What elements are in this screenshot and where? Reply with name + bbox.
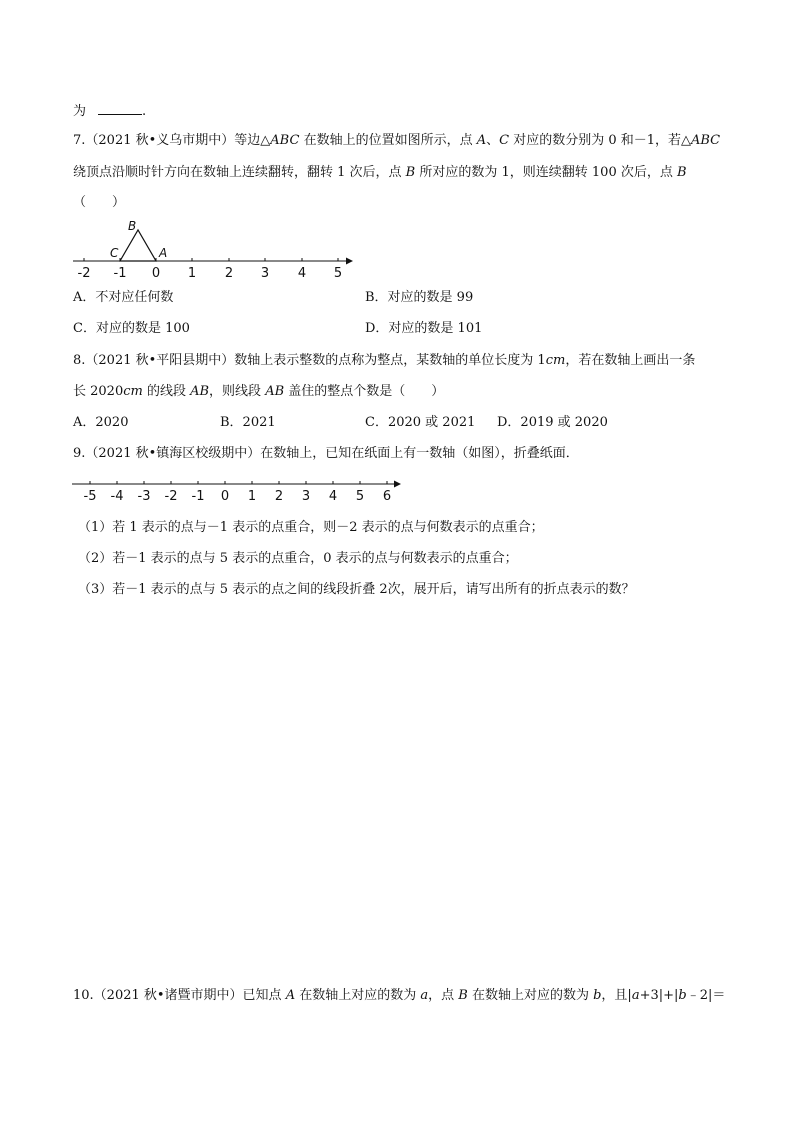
q10-line-1 bbox=[73, 987, 725, 1005]
q7-line-1 bbox=[73, 132, 720, 150]
q7-text: 7.（2021 秋•义乌市期中）等边△ bbox=[73, 133, 271, 148]
q7-text: 对应的数分别为 0 和－1，若△ bbox=[509, 133, 691, 148]
tick-label: -2 bbox=[77, 266, 91, 281]
q8-var: AB bbox=[265, 384, 285, 399]
tick-label: 5 bbox=[333, 266, 343, 281]
q8-text: 8.（2021 秋•平阳县期中）数轴上表示整数的点称为整点，某数轴的单位长度为 1 bbox=[73, 353, 546, 368]
q7-option-d: D．对应的数是 101 bbox=[365, 321, 483, 336]
q8-line-2 bbox=[73, 383, 444, 401]
q9-sub-1: （1）若 1 表示的点与－1 表示的点重合，则－2 表示的点与何数表示的点重合； bbox=[78, 520, 544, 535]
q7-var: C bbox=[499, 133, 510, 148]
q7-answer-paren: （ ） bbox=[73, 195, 126, 210]
q9-sub-2: （2）若－1 表示的点与 5 表示的点重合，0 表示的点与何数表示的点重合； bbox=[78, 551, 518, 566]
axis-arrow bbox=[346, 258, 353, 265]
label-c: C bbox=[110, 246, 119, 260]
q8-text: 盖住的整点个数是（ ） bbox=[284, 384, 445, 399]
q6-answer-line bbox=[73, 102, 146, 121]
tick-label: 3 bbox=[301, 489, 311, 504]
q10-text: 10.（2021 秋•诸暨市期中）已知点 bbox=[73, 988, 286, 1003]
q7-var: ABC bbox=[691, 133, 721, 148]
tick-label: 6 bbox=[382, 489, 392, 504]
tick-label: -4 bbox=[110, 489, 124, 504]
q7-var: B bbox=[676, 165, 687, 180]
tick-label: 1 bbox=[247, 489, 257, 504]
q10-var: a bbox=[631, 988, 640, 1003]
tick-label: 3 bbox=[260, 266, 270, 281]
q8-option-c: C．2020 或 2021 bbox=[365, 415, 476, 430]
q8-option-d: D．2019 或 2020 bbox=[497, 415, 608, 430]
tick-label: -3 bbox=[137, 489, 151, 504]
q8-text: ，若在数轴上画出一条 bbox=[565, 353, 696, 368]
q7-number-line-figure bbox=[68, 216, 368, 282]
q7-line-2 bbox=[73, 164, 687, 182]
q7-text: 绕顶点沿顺时针方向在数轴上连续翻转，翻转 1 次后，点 bbox=[73, 165, 406, 180]
q7-text: 、 bbox=[486, 133, 500, 148]
q7-option-a: A．不对应任何数 bbox=[73, 290, 174, 305]
q10-text: 在数轴上对应的数为 bbox=[467, 988, 594, 1003]
axis-arrow bbox=[394, 481, 401, 488]
tick-label: -2 bbox=[164, 489, 178, 504]
q7-line-3 bbox=[73, 194, 125, 212]
q8-var: AB bbox=[190, 384, 210, 399]
q8-option-a: A．2020 bbox=[73, 415, 129, 430]
q7-var: B bbox=[405, 165, 416, 180]
tick-label: 2 bbox=[274, 489, 284, 504]
q8-line-1 bbox=[73, 352, 695, 370]
q6-suffix: . bbox=[142, 104, 147, 119]
q10-text: ，且| bbox=[601, 988, 632, 1003]
tick-label: 2 bbox=[224, 266, 234, 281]
q7-option-c: C．对应的数是 100 bbox=[73, 321, 190, 336]
q8-option-b: B．2021 bbox=[220, 415, 276, 430]
q7-var: A bbox=[476, 133, 487, 148]
tick-label: 4 bbox=[297, 266, 307, 281]
triangle-abc bbox=[120, 230, 156, 261]
q7-text: 在数轴上的位置如图所示，点 bbox=[299, 133, 477, 148]
q8-text: 长 2020 bbox=[73, 384, 124, 399]
q9-line-1: 9.（2021 秋•镇海区校级期中）在数轴上，已知在纸面上有一数轴（如图），折叠纸面． bbox=[73, 446, 579, 461]
q8-text: 的线段 bbox=[142, 384, 191, 399]
q10-var: A bbox=[285, 988, 296, 1003]
q10-text: +3|+| bbox=[639, 988, 679, 1003]
tick-label: -1 bbox=[113, 266, 127, 281]
q9-sub-3: （3）若－1 表示的点与 5 表示的点之间的线段折叠 2次，展开后，请写出所有的折点表示的数？ bbox=[78, 582, 635, 597]
tick-label: 4 bbox=[328, 489, 338, 504]
q7-option-b: B．对应的数是 99 bbox=[365, 290, 474, 305]
q9-number-line-figure bbox=[68, 472, 408, 506]
q7-text: 所对应的数为 1，则连续翻转 100 次后，点 bbox=[415, 165, 677, 180]
q10-text: ，点 bbox=[428, 988, 459, 1003]
label-a: A bbox=[159, 246, 168, 260]
q8-text: ，则线段 bbox=[209, 384, 266, 399]
tick-label: -5 bbox=[83, 489, 97, 504]
tick-label: 5 bbox=[355, 489, 365, 504]
q7-var: ABC bbox=[270, 133, 300, 148]
tick-label: -1 bbox=[191, 489, 205, 504]
q10-var: b bbox=[593, 988, 602, 1003]
tick-label: 0 bbox=[220, 489, 230, 504]
q10-var: a bbox=[420, 988, 429, 1003]
q6-answer-blank bbox=[98, 102, 142, 115]
label-b: B bbox=[128, 219, 137, 233]
q10-var: B bbox=[458, 988, 468, 1003]
q10-text: 在数轴上对应的数为 bbox=[295, 988, 421, 1003]
q8-unit: cm bbox=[123, 384, 143, 399]
tick-label: 0 bbox=[151, 266, 161, 281]
q10-text: ﹣2|＝ bbox=[686, 988, 726, 1003]
q10-var: b bbox=[678, 988, 687, 1003]
q8-unit: cm bbox=[545, 353, 566, 368]
tick-label: 1 bbox=[187, 266, 197, 281]
q6-prefix: 为 bbox=[73, 104, 87, 119]
